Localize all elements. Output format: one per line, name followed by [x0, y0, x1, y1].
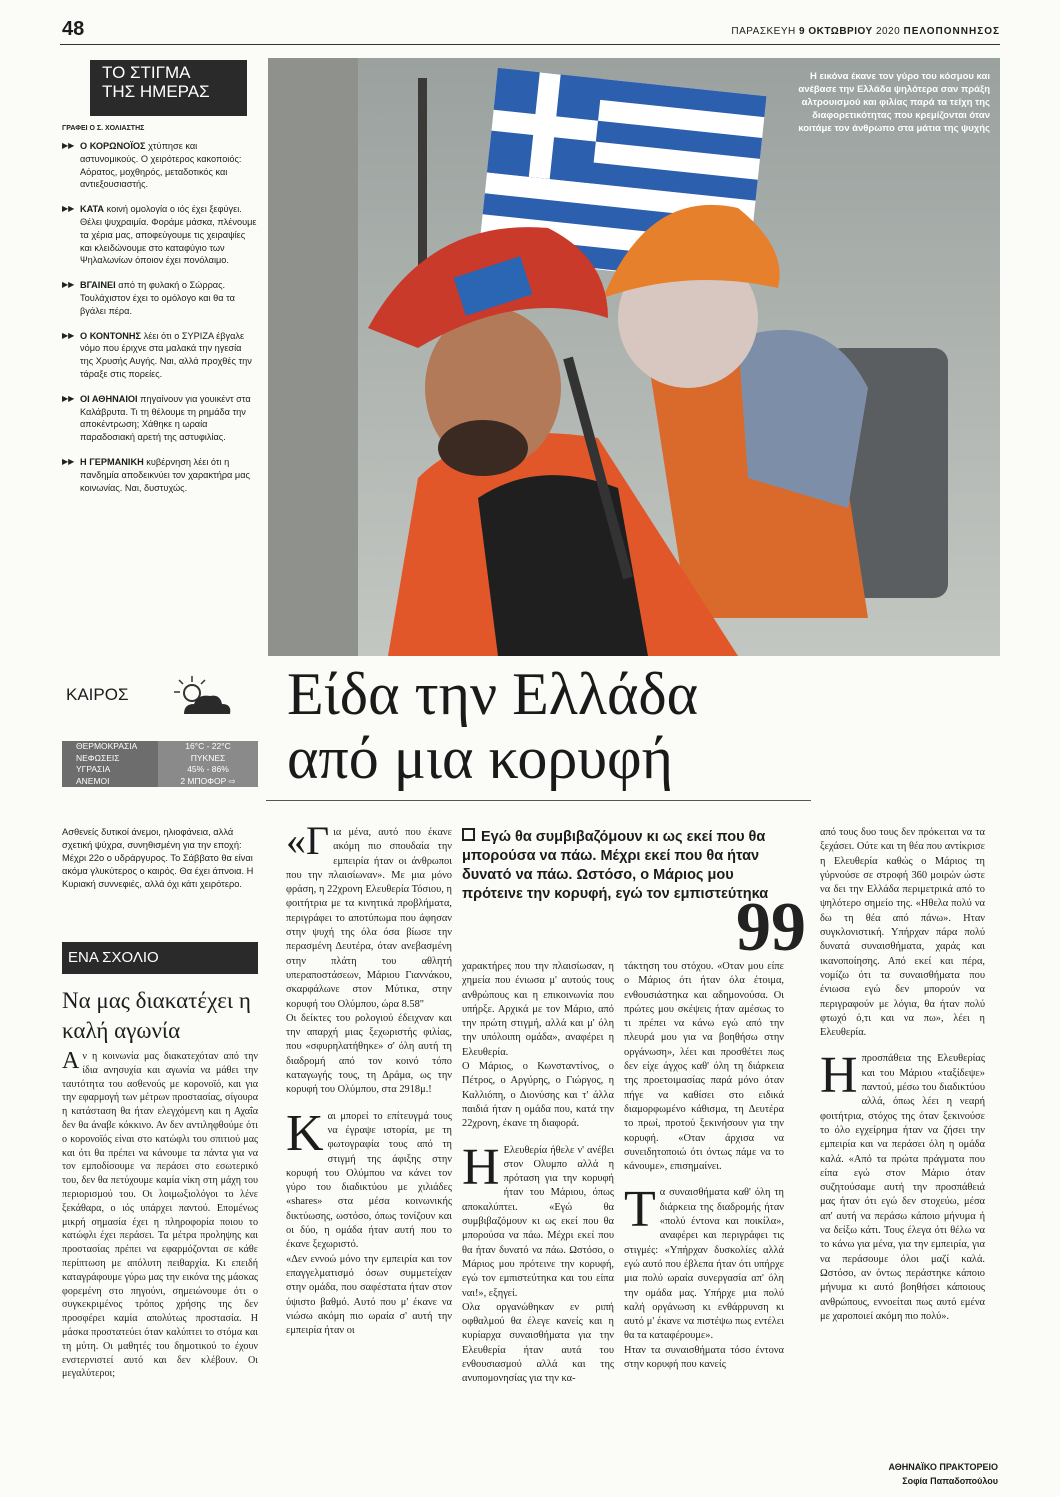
- article-title-line1: Είδα την Ελλάδα: [287, 661, 699, 727]
- dropcap: Τ: [624, 1181, 656, 1239]
- dropcap: Κ: [286, 1104, 324, 1162]
- square-icon: [462, 828, 475, 841]
- stigma-item: ▶▶ Ο ΚΟΡΩΝΟΪΟΣ χτύπησε και αστυνομικούς. Ο χειρότερος κακοποιός: Αόρατος, μοχθηρός, μεταδοτικός και αντιεξουσιαστής.: [62, 141, 242, 190]
- article-title-line2: από μια κορυφή: [287, 725, 674, 791]
- cloud-sun-icon: [174, 676, 234, 731]
- stigma-title-line1: ΤΟ ΣΤΙΓΜΑ: [102, 63, 191, 82]
- stigma-title-line2: ΤΗΣ ΗΜΕΡΑΣ: [102, 82, 210, 101]
- source-author: Σοφία Παπαδοπούλου: [902, 1476, 998, 1486]
- paragraph: από τους δυο τους δεν πρόκειται να τα ξεχάσει. Ούτε και τη θέα που αντίκρισε η Ελευθερία καθώς ο Μάριος τη γύρνούσε σε στροφή 360 μοιρών ώστε να δει την Ελλάδα περιμετρικά από το ψηλότερο σημείο της. «Ηθελα πολύ να δω τη θέα από πάνω». Ηταν συγκλονιστική. Υπήρχαν πάρα πολύ δυνατά συναισθήματα, χαράς και ικανοποίησης. Από εκεί και πέρα, νομίζω ότι τα συναισθήματα που ένιωσα εγώ δεν μπορούν να περιγραφούν με λόγια, θα ήταν πολύ φτωχό ό,τι και να πω», λέει η Ελευθερία.: [820, 827, 985, 1039]
- weather-row: ΝΕΦΩΣΕΙΣ ΠΥΚΝΕΣ: [62, 753, 258, 765]
- date-bold: 9 ΟΚΤΩΒΡΙΟΥ: [799, 26, 873, 37]
- weather-title: ΚΑΙΡΟΣ: [66, 685, 129, 704]
- date-day: ΠΑΡΑΣΚΕΥΗ: [731, 26, 796, 37]
- pull-quote: Εγώ θα συμβιβαζόμουν κι ως εκεί που θα μπορούσα να πάω. Μέχρι εκεί που θα ήταν δυνατό να πάω. Ωστόσο, ο Μάριος μου πρότεινε την κορυφή, εγώ τον εμπιστεύτηκα: [462, 829, 769, 902]
- quote-mark-icon: 99: [736, 889, 806, 966]
- header-rule: [60, 44, 1000, 45]
- stigma-item: ▶▶ ΟΙ ΑΘΗΝΑΙΟΙ πηγαίνουν για γουικέντ στα Καλάβρυτα. Τι τη θέλουμε τη ρημάδα την αποκέντρωση; Χάθηκε η ωραία παραδοσιακή αρετή της αστυφιλίας.: [62, 393, 251, 443]
- weather-row: ΘΕΡΜΟΚΡΑΣΙΑ 16°C - 22°C: [62, 741, 258, 753]
- article-title: [287, 662, 987, 790]
- paragraph: Και μπορεί το επίτευγμά τους να έγραψε ιστορία, με τη φωτογραφία τους από τη στιγμή της άφιξης στην κορυφή του Ολύμπου να κάνει τον γύρο του διαδικτύου με χιλιάδες «shares» στα μέσα κοινωνικής δικτύωσης, ωστόσο, όπως τονίζουν και οι δύο, η ομάδα ήταν αυτή που το έκανε ξεχωριστό.: [286, 1104, 452, 1251]
- weather-row: ΥΓΡΑΣΙΑ 45% - 86%: [62, 764, 258, 776]
- stigma-author: ΓΡΑΦΕΙ Ο Σ. ΧΟΛΙΑΣΤΗΣ: [62, 125, 145, 132]
- paragraph: Ολα οργανώθηκαν εν ριπή οφθαλμού θα έλεγε κανείς και η κυρίαρχα συναισθήματα για την Ελευθερία ήταν αυτά του ενθουσιασμού αλλά και της ανυπομονησίας για την κα-: [462, 1301, 614, 1385]
- comment-dropcap: Α: [62, 1048, 80, 1074]
- paragraph: Ο Μάριος, ο Κωνσταντίνος, ο Πέτρος, ο Αργύρης, ο Γιώργος, η Καλλιόπη, ο Διονύσης και τ' άλλα παιδιά ήταν η ομάδα που, κατά την 22χρονη, έκανε τη διαφορά.: [462, 1061, 614, 1130]
- stigma-item: ▶▶ Ο ΚΟΝΤΟΝΗΣ λέει ότι ο ΣΥΡΙΖΑ έβγαλε νόμο που έριχνε στα μαλακά την ηγεσία της Χρυσής Αυγής. Ναι, αλλά προχθές την τάραξε στις πορείες.: [62, 330, 252, 379]
- article-source: [888, 1460, 998, 1488]
- paragraph: τάκτηση του στόχου. «Οταν μου είπε ο Μάριος ότι ήταν όλα έτοιμα, ενθουσιάστηκα και αδημονούσα. Οι πρώτες μου σκέψεις ήταν αμέσως το τι πρέπει να κάνω εγώ από την πλευρά μου για να βοηθήσω στην οργάνωση», λέει και προσθέτει πως δεν είχε άγχος καθ' όλη τη διάρκεια της προετοιμασίας παρά μόνο όταν πήγε να καθίσει στο ειδικά διαμορφωμένο κάθισμα, τη Δευτέρα το πρωί, προτού ξεκινήσουν για την κορυφή. «Οταν άρχισα να συνειδητοποιώ ότι όντως πάμε να το κάνουμε», επισημαίνει.: [624, 961, 784, 1173]
- paragraph: «Δεν εννοώ μόνο την εμπειρία και τον επαγγελματισμό όσων συμμετείχαν στην ομάδα, που σαφέστατα ήταν στον ύψιστο βαθμό. Αυτό που μ' έκανε να νιώσω ακόμη πιο ωραία σ' αυτή την εμπειρία ήταν οι: [286, 1253, 452, 1337]
- double-arrow-icon: ▶▶: [62, 456, 75, 466]
- double-arrow-icon: ▶▶: [62, 204, 75, 214]
- stigma-items: [62, 140, 257, 506]
- main-photo: [268, 58, 1000, 656]
- dateline: [731, 26, 1000, 37]
- photo-caption: Η εικόνα έκανε τον γύρο του κόσμου και ανέβασε την Ελλάδα ψηλότερα σαν πράξη αλτρουισμού και φιλίας παρά τα τείχη της διαφορετικότητας που κρεμίζονται όταν κοιτάμε τον άνθρωπο στα μάτια της ψυχής: [798, 71, 990, 134]
- comment-title: Να μας διακατέχει η καλή αγωνία: [62, 988, 251, 1043]
- paragraph: Ηταν τα συναισθήματα τόσο έντονα στην κορυφή που κανείς: [624, 1344, 784, 1371]
- weather-row: ΑΝΕΜΟΙ 2 ΜΠΟΦΟΡ ⇨: [62, 776, 258, 788]
- stigma-heading: [90, 60, 247, 116]
- article-column-1: «Για μένα, αυτό που έκανε ακόμη πιο σπουδαία την εμπειρία ήταν οι άνθρωποι που την πλαισίωναν». Με μια μόνο φράση, η 22χρονη Ελευθερία Τόσιου, η φοιτήτρια με τα κινητικά προβλήματα, περιγράφει το αποτύπωμα που άφησαν στην ψυχή της όλα όσα βίωσε την περασμένη Δευτέρα, όταν ανεβασμένη στην πλάτη του αθλητή υπεραποστάσεων, Μάριου Γιαννάκου, σκαρφάλωνε στον Μύτικα, στην κορυφή του Ολύμπου, ώρα 8.58" Οι δείκτες του ρολογιού έδειχναν και την απαρχή μιας ξεχωριστής φιλίας, που «σφυρηλατήθηκε» σ' όλη αυτή τη διαδρομή από τον κοινό τόπο καταγωγής τους, τη Δράμα, ως την κορυφή του Ολύμπου, στα 2918μ.! Και μπορεί το επίτευγμά τους να έγραψε ιστορία, με τη φωτογραφία τους από τη στιγμή της άφιξης στην κορυφή του Ολύμπου να κάνει τον γύρο του διαδικτύου με χιλιάδες «shares» στα μέσα κοινωνικής δικτύωσης, ωστόσο, όπως τονίζουν και οι δύο, η ομάδα ήταν αυτή που το έκανε ξεχωριστό. «Δεν εννοώ μόνο την εμπειρία και τον επαγγελματισμό όσων συμμετείχαν στην ομάδα, που σαφέστατα ήταν στον ύψιστο βαθμό. Αυτό που μ' έκανε να νιώσω ακόμη πιο ωραία σ' αυτή την εμπειρία ήταν οι: [286, 826, 452, 1338]
- paragraph: Οι δείκτες του ρολογιού έδειχναν και την απαρχή μιας ξεχωριστής φιλίας, που «σφυρηλατήθηκε» σ' όλη αυτή τη διαδρομή από τον κοινό τόπο καταγωγής τους, τη Δράμα, ως την κορυφή του Ολύμπου, στα 2918μ.!: [286, 1012, 452, 1096]
- double-arrow-icon: ▶▶: [62, 141, 75, 150]
- stigma-item: ▶▶ ΒΓΑΙΝΕΙ από τη φυλακή ο Σώρρας. Τουλάχιστον έχει το ομόλογο και θα τα βγάλει πέρα.: [62, 280, 235, 316]
- comment-body: Αν η κοινωνία μας διακατεχόταν από την ίδια ανησυχία και αγωνία να μάθει την ταυτότητα του ασθενούς με κορονοϊό, και για την εφαρμογή των μέτρων προστασίας, σίγουρα η κατάσταση θα ήταν ελεγχόμενη και η Αχαΐα δεν θα άναβε κόκκινο. Αν δεν αντιληφθούμε ότι ο κορονοϊός είναι στο κατώφλι του σπιτιού μας και ότι θα πρέπει να κάνουμε τα πάντα για να τον εμποδίσουμε να περάσει στο εσωτερικό του, δεν θα πετύχουμε καμία νίκη στη μάχη του περιορισμού του. Οι λοιμωξιολόγοι το λένε ξεκάθαρα, ο ιός υπάρχει παντού. Επομένως μικρή σημασία έχει η πληροφορία ποιου το κατώφλι έχει περάσει. Τα μέτρα προληψης και προστασίας πρέπει να εφαρμόζονται σε κάθε περίπτωση με απόλυτη πειθαρχία. Κι επειδή καταγράφουμε γύρω μας την εικόνα της μάσκας φορεμένη στο πηγούνι, σημειώνουμε ότι ο συγκεκριμένος τρόπος χρήσης της δεν προσφέρει καμία απολύτως προστασία. Η μάσκα προστατεύει όταν καλύπτει το στόμα και τη μύτη. Οι μαθητές του δημοτικού το έχουν ενστερνιστεί αυτό και δεν κλέβουν. Οι μεγαλύτεροι;: [62, 1048, 258, 1380]
- page-number: 48: [62, 18, 85, 40]
- weather-table: [62, 741, 258, 787]
- newspaper-name: ΠΕΛΟΠΟΝΝΗΣΟΣ: [903, 26, 1000, 37]
- double-arrow-icon: ▶▶: [62, 393, 75, 403]
- weather-text: Ασθενείς δυτικοί άνεμοι, ηλιοφάνεια, αλλά σχετική ψύχρα, συνηθισμένη για την εποχή: Μέχρι 22ο ο υδράργυρος. Το Σάββατο θα είναι ακόμα γλυκύτερος ο καιρός. Θα έχει άπνοια. Η Κυριακή συννεφιές, αλλά όχι κάτι χειρότερο.: [62, 827, 254, 889]
- paragraph: Η προσπάθεια της Ελευθερίας και του Μάριου «ταξίδεψε» παντού, μέσω του διαδικτύου αλλά, όπως λέει η νεαρή φοιτήτρια, στόχος της όταν ξεκινούσε το όλο εγχείρημα ήταν να ζήσει την εμπειρία και να περάσει όλη η ομάδα καλά. «Από τα πρώτα πράγματα που είπα εγώ στον Μάριο όταν συζητούσαμε αυτή την προσπάθειά μας ήταν ότι εγώ δεν στοχεύω, μέσα απ' αυτή να περάσω κάποιο μήνυμα ή να δείξω κάτι. Τους έλεγα ότι θέλω να το κάνω για μένα, για την εμπειρία, για να περάσουμε όλοι μαζί καλά. Ωστόσο, αν όντως περάστηκε κάποιο μήνυμα κι αυτό βοηθήσει κάποιους ανθρώπους, εννοείται πως αυτό εμένα με χαροποιεί ακόμη πιο πολύ».: [820, 1047, 985, 1322]
- paragraph: χαρακτήρες που την πλαισίωσαν, η χημεία που ένιωσα μ' αυτούς τους ανθρώπους και η επικοινωνία που υπήρξε. Αρχικά με τον Μάριο, από την πρώτη στιγμή, αλλά και μ' όλη την υπόλοιπη ομάδα», αναφέρει η Ελευθερία.: [462, 961, 614, 1058]
- stigma-item: ▶▶ ΚΑΤΑ κοινή ομολογία ο ιός έχει ξεφύγει. Θέλει ψυχραιμία. Φοράμε μάσκα, πλένουμε τα χέρια μας, αποφεύγουμε τις χειραψίες και κλειδώνουμε στο καταφύγιο των Ψηλαλωνίων όποιον έχει πονόλαιμο.: [62, 204, 257, 266]
- stigma-item: ▶▶ Η ΓΕΡΜΑΝΙΚΗ κυβέρνηση λέει ότι η πανδημία αποδεικνύει τον χαρακτήρα μας κοινωνίας. Ναι, δυστυχώς.: [62, 456, 250, 493]
- comment-section-label: ΕΝΑ ΣΧΟΛΙΟ: [62, 942, 258, 974]
- double-arrow-icon: ▶▶: [62, 280, 75, 290]
- paragraph: Η Ελευθερία ήθελε ν' ανέβει στον Ολυμπο αλλά η πρόταση για την κορυφή ήταν του Μάριου, όπως αποκαλύπτει. «Εγώ θα συμβιβαζόμουν κι ως εκεί που θα μπορούσα να πάω. Μέχρι εκεί που θα ήταν δυνατό να πάω. Ωστόσο, ο Μάριος μου πρότεινε την κορυφή, εγώ τον εμπιστεύτηκα και του είπα ναι!», εξηγεί.: [462, 1138, 614, 1299]
- climbers-photo: [268, 58, 1000, 656]
- article-column-4: [820, 826, 985, 1324]
- dropcap: Η: [462, 1138, 500, 1196]
- source-agency: ΑΘΗΝΑΪΚΟ ΠΡΑΚΤΟΡΕΙΟ: [888, 1462, 998, 1472]
- date-year: 2020: [875, 26, 901, 37]
- opening-quote: «Γ: [286, 818, 330, 863]
- dropcap: Η: [820, 1047, 858, 1105]
- article-column-2: [462, 960, 614, 1387]
- article-column-3: [624, 960, 784, 1372]
- double-arrow-icon: ▶▶: [62, 330, 75, 340]
- paragraph: Τα συναισθήματα καθ' όλη τη διάρκεια της διαδρομής ήταν «πολύ έντονα και ποικίλα», αναφέρει και περιγράφει τις στιγμές: «Υπήρχαν δυσκολίες αλλά εγώ αυτό που έβλεπα ήταν ότι υπήρχε μια πολύ ωραία συνεργασία απ' όλη την ομάδα μας. Υπήρχε μια πολύ καλή οργάνωση κι ενθάρρυνση κι αυτό μ' έκανε να πιστέψω πως εντέλει θα τα καταφέρουμε».: [624, 1181, 784, 1342]
- title-rule: [266, 800, 811, 801]
